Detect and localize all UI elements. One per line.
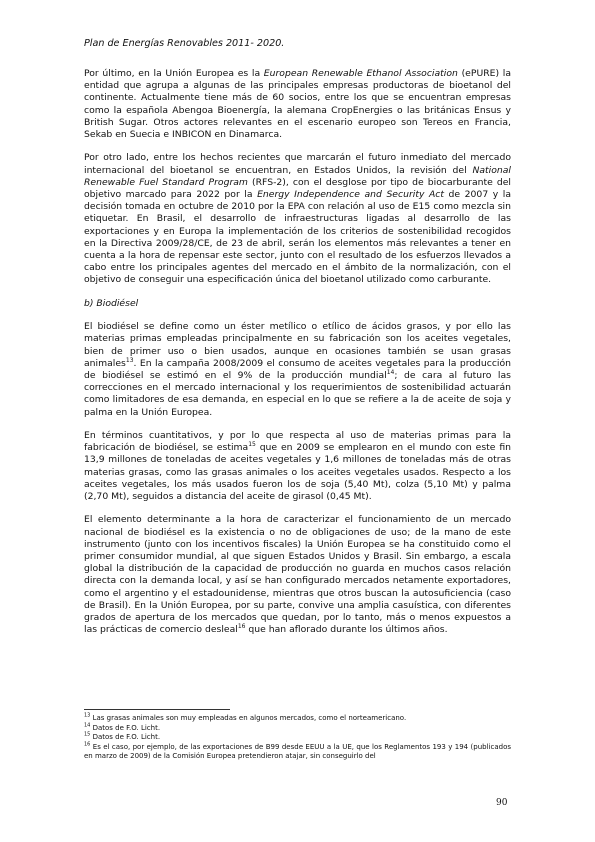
paragraph-biodiesel-definition — [84, 321, 511, 419]
footnote-16 — [84, 743, 511, 762]
footnote-ref[interactable]: 15 — [248, 441, 256, 449]
text-run: ; de cara al futuro las correcciones en el mercado internacional y los requerimientos de sostenibilidad actuarán como limitadores de esa demanda, en especial en lo que se refiere a la de aceite de soja y palma en la Unión Europea. — [84, 370, 511, 418]
footnote-13 — [84, 714, 511, 724]
footnote-14 — [84, 724, 511, 734]
footnote-ref[interactable]: 16 — [237, 623, 246, 631]
paragraph-recent-events — [84, 152, 511, 286]
footnote-number: 14 — [84, 722, 91, 729]
footnote-number: 16 — [84, 741, 91, 748]
text-run: (ePURE) la entidad que agrupa a algunas de las principales empresas productoras de bioetanol del continente. Actualmente tiene más de 60 socios, entre los que se encuentran empresas como la española Abengoa Bioenergía, la alemana CropEnergies o las británicas Ensus y British Sugar. Otros actores relevantes en el escenario europeo son Tereos en Francia, Sekab en Suecia e INBICON en Dinamarca. — [84, 68, 512, 141]
text-run: que han aflorado durante los últimos años. — [245, 624, 448, 636]
paragraph-quantitative — [84, 430, 511, 503]
text-run: de 2007 y la decisión tomada en octubre de 2010 por la EPA con relación al uso de E15 como mezcla sin etiquetar. En Brasil, el desarrollo de infraestructuras ligadas al desarrollo de las exportaciones y en Europa la implementación de los criterios de sostenibilidad recogidos en la Directiva 2009/28/CE, de 23 de abril, serán los elementos más relevantes a tener en cuenta a la hora de repensar este sector, junto con el resultado de los esfuerzos llevados a cabo entre los principales agentes del mercado en el ámbito de la normalización, con el objetivo de conseguir una especificación única del bioetanol utilizado como carburante. — [84, 189, 512, 286]
footnotes — [84, 714, 511, 762]
footnote-15 — [84, 733, 511, 743]
footnote-text: Datos de F.O. Licht. — [90, 733, 161, 742]
text-run: El biodiésel se define como un éster metílico o etílico de ácidos grasos, y por ello las materias primas empleadas principalmente en su fabricación son los aceites vegetales, bien de primer uso o bien usados, aunque en ocasiones también se usan grasas animales — [84, 321, 511, 369]
emphasis-program-name: National Renewable Fuel Standard Program — [84, 164, 511, 188]
body-text — [84, 68, 511, 648]
footnote-separator — [84, 709, 230, 710]
footnote-ref[interactable]: 14 — [386, 368, 395, 376]
footnote-number: 15 — [84, 731, 91, 738]
footnote-text: Es el caso, por ejemplo, de las exportaciones de B99 desde EEUU a la UE, que los Reglamentos 193 y 194 (publicados en marzo de 2009) de la Comisión Europea pretendieron atajar, sin conseguirlo del — [84, 742, 511, 761]
text-run: En términos cuantitativos, y por lo que respecta al uso de materias primas para la fabricación de biodiésel, se estima — [84, 430, 511, 454]
section-heading-biodiesel: b) Biodiésel — [84, 297, 139, 309]
emphasis-act-name: Energy Independence and Security Act — [257, 189, 445, 201]
text-run: que en 2009 se emplearon en el mundo con este fin 13,9 millones de toneladas de aceites vegetales y 1,6 millones de toneladas más de otras materias grasas, como las grasas animales o los aceites vegetales usados. Respecto a los aceites vegetales, los más usados fueron los de soja (5,40 Mt), colza (5,10 Mt) y palma (2,70 Mt), seguidos a distancia del aceite de girasol (0,45 Mt). — [84, 442, 512, 503]
text-run: Por último, en la Unión Europea es la — [84, 68, 264, 79]
paragraph-epure — [84, 68, 511, 141]
footnote-ref[interactable]: 13 — [125, 356, 134, 364]
text-run: (RFS-2), con el desglose por tipo de biocarburante del objetivo marcado para 2022 por la — [84, 176, 511, 201]
running-header: Plan de Energías Renovables 2011- 2020. — [84, 38, 285, 49]
footnote-text: Datos de F.O. Licht. — [90, 723, 161, 732]
text-run: Por otro lado, entre los hechos recientes que marcarán el futuro inmediato del mercado internacional del bioetanol se encuentran, en Estados Unidos, la revisión del — [84, 152, 511, 176]
footnote-number: 13 — [84, 712, 91, 719]
emphasis-association-name: European Renewable Ethanol Association — [263, 68, 458, 79]
text-run: El elemento determinante a la hora de caracterizar el funcionamiento de un mercado nacional de biodiésel es la existencia o no de obligaciones de uso; de la mano de este instrumento (junto con los incentivos fiscales) la Unión Europea se ha constituido como el primer consumidor mundial, al que siguen Estados Unidos y Brasil. Sin embargo, a escala global la distribución de la capacidad de producción no guarda en muchos casos relación directa con la demanda local, y así se han configurado mercados netamente exportadores, como el argentino y el estadounidense, mientras que otros buscan la autosuficiencia (caso de Brasil). En la Unión Europea, por su parte, convive una amplia casuística, con diferentes grados de apertura de los mercados que quedan, por lo tanto, más o menos expuestos a las prácticas de comercio desleal — [84, 514, 511, 636]
footnote-text: Las grasas animales son muy empleadas en algunos mercados, como el norteamericano. — [90, 714, 407, 722]
paragraph-market-determinant — [84, 514, 511, 636]
page-number: 90 — [496, 798, 508, 808]
text-run: . En la campaña 2008/2009 el consumo de aceites vegetales para la producción de biodiésel se estimó en el 9% de la producción mundial — [84, 357, 511, 382]
